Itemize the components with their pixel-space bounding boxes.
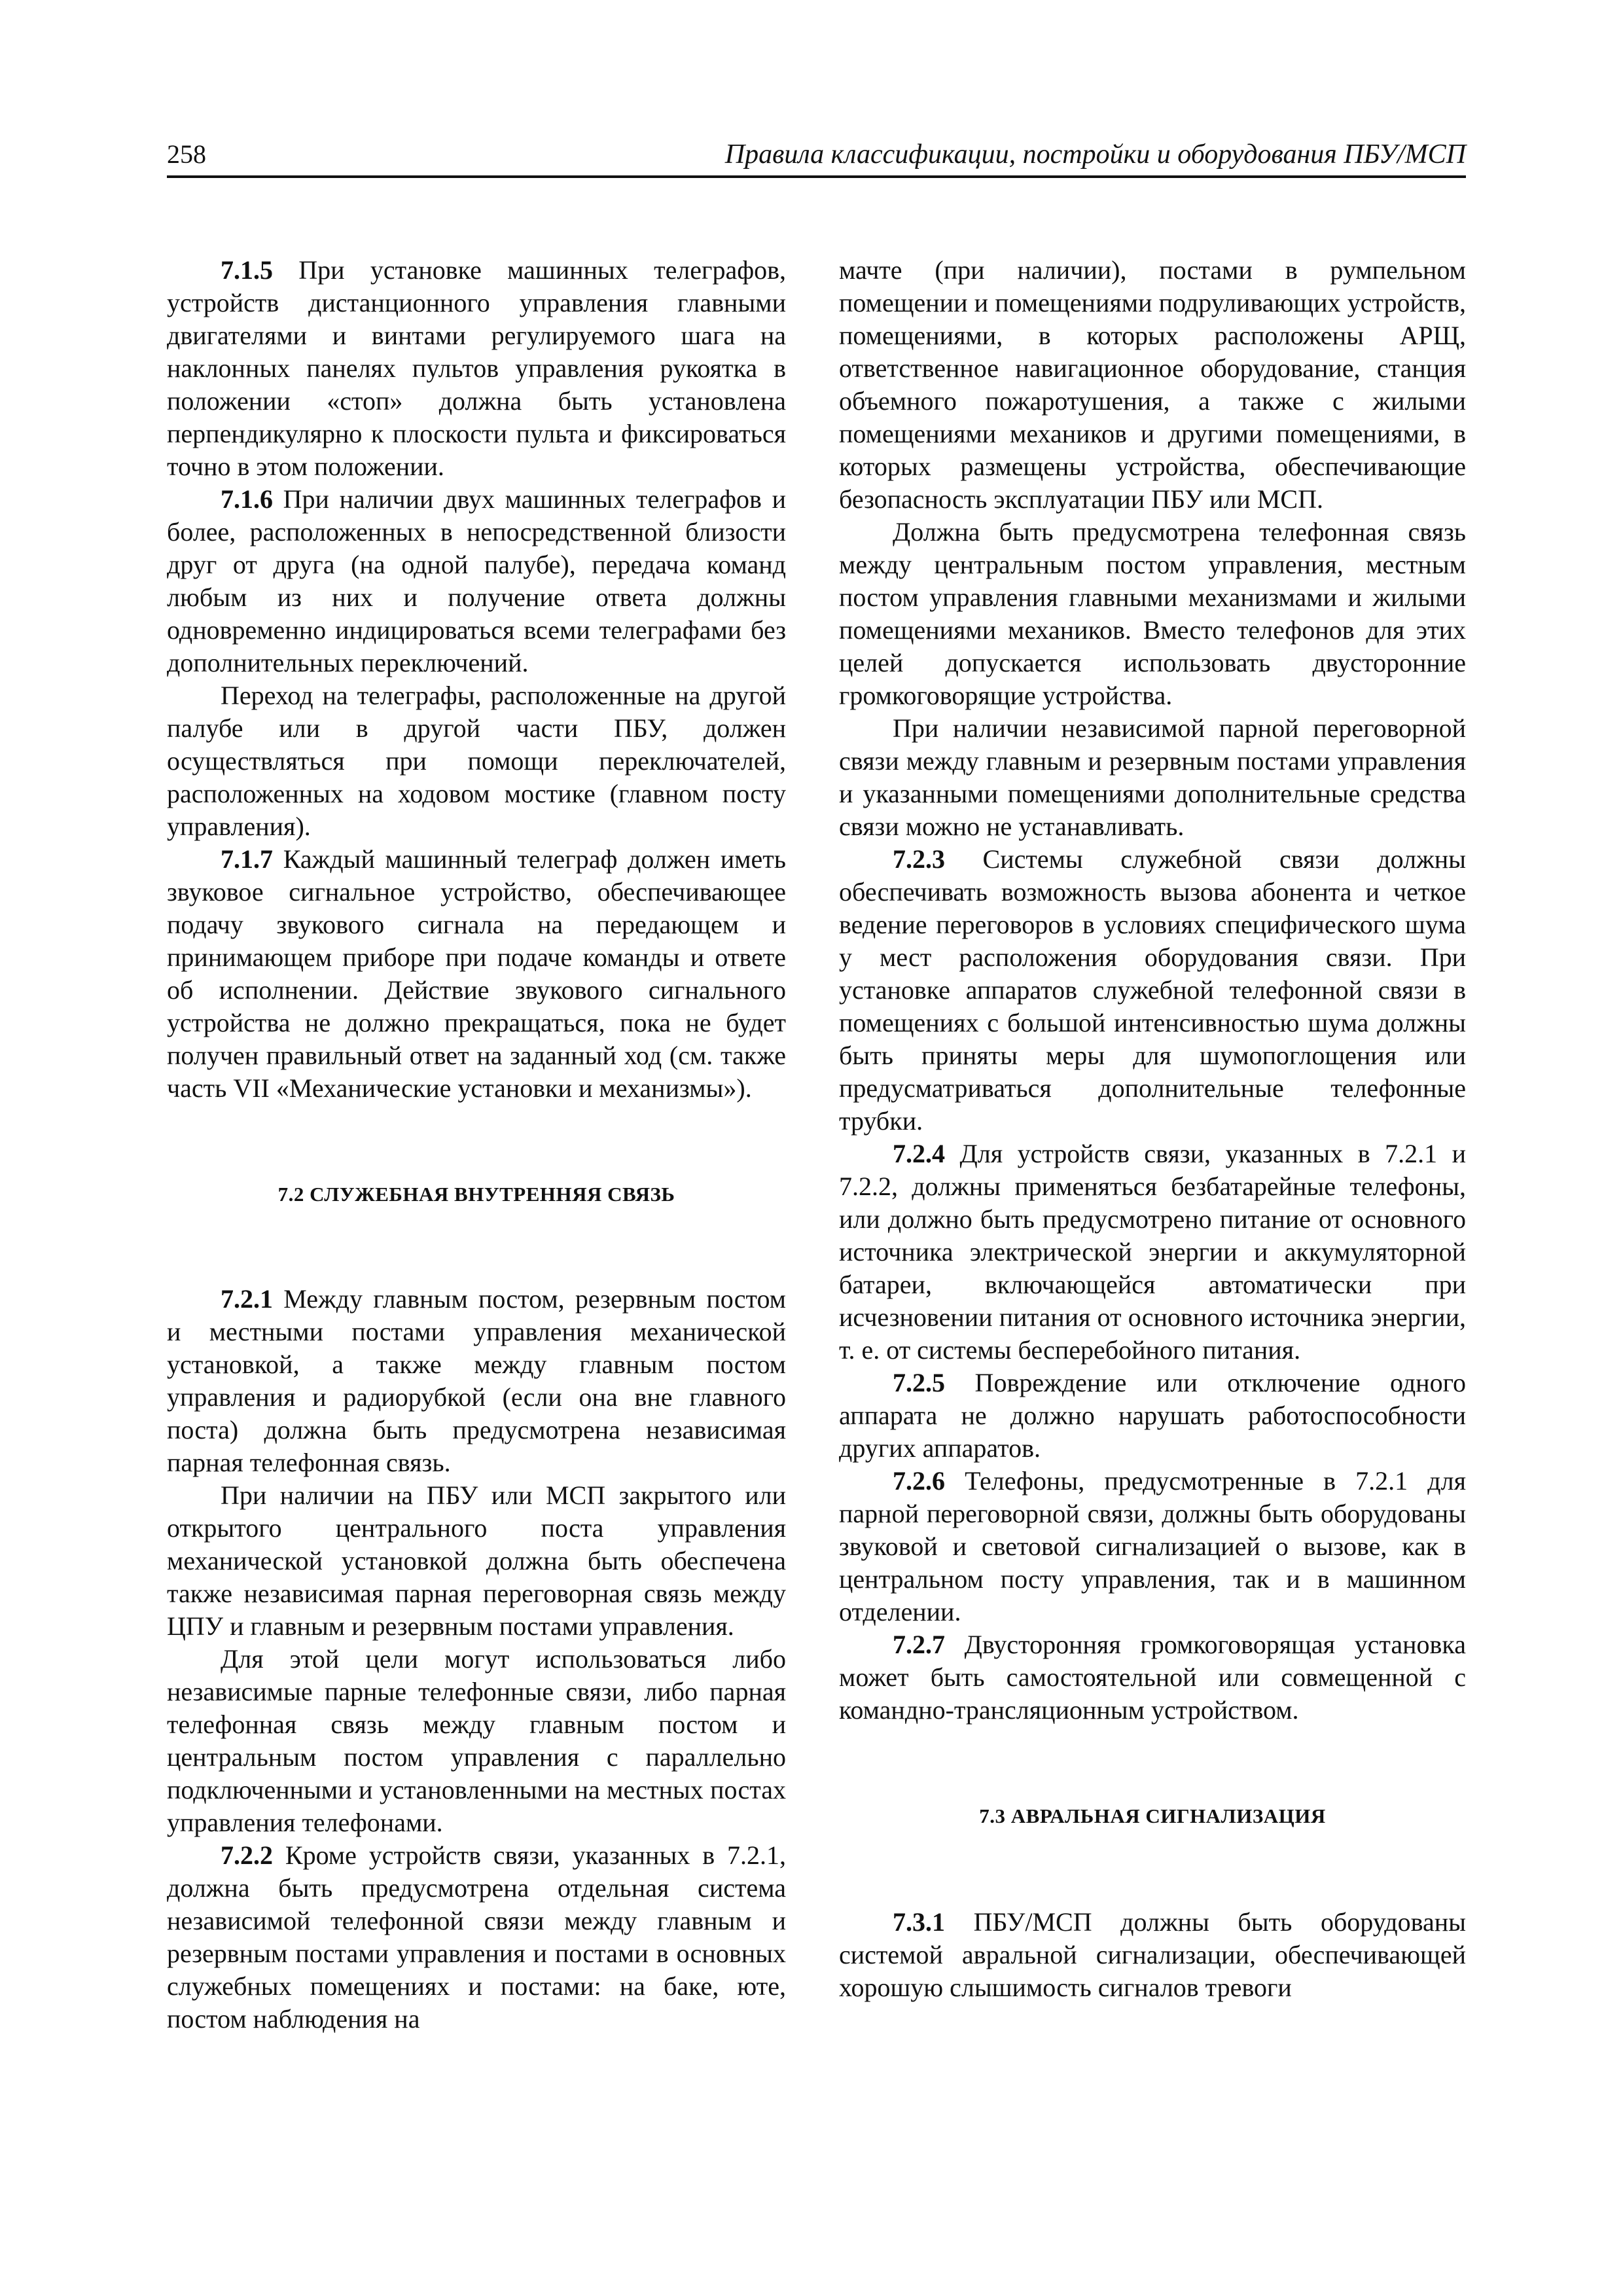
paragraph-7-1-6-b: Переход на телеграфы, расположенные на другой палубе или в другой части ПБУ, должен осуществляться при помощи переключателей, расположенных на ходовом мостике (главном посту управления). bbox=[167, 681, 786, 841]
running-header bbox=[167, 135, 1466, 178]
paragraph-text: ПБУ/МСП должны быть оборудованы системой авральной сигнализации, обеспечивающей хорошую слышимость сигналов тревоги bbox=[839, 1907, 1466, 2002]
paragraph-7-2-2-continued: мачте (при наличии), постами в румпельном помещении и помещениями подруливающих устройств, помещениями, в которых расположены АРЩ, ответственное навигационное оборудование, станция объемного пожаротушения, а также с жилыми помещениями механиков и другими помещениями, в которых размещены устройства, обеспечивающие безопасность эксплуатации ПБУ или МСП. bbox=[839, 255, 1466, 514]
paragraph-text: При установке машинных телеграфов, устройств дистанционного управления главными двигателями и винтами регулируемого шага на наклонных панелях пультов управления рукоятка в положении «стоп» должна быть установлена перпендикулярно к плоскости пульта и фиксироваться точно в этом положении. bbox=[167, 255, 786, 481]
clause-number: 7.3.1 bbox=[893, 1907, 945, 1937]
clause-number: 7.1.6 bbox=[221, 484, 273, 514]
clause-number: 7.2.2 bbox=[221, 1840, 273, 1870]
paragraph-7-2-3 bbox=[839, 843, 1466, 1138]
paragraph-7-2-2 bbox=[167, 1839, 786, 2036]
paragraph-text: Между главным постом, резервным постом и местными постами управления механической установкой, а также между главным постом управления и радиорубкой (если она вне главного поста) должна быть предусмотрена независимая парная телефонная связь. bbox=[167, 1284, 786, 1477]
paragraph-7-2-1 bbox=[167, 1283, 786, 1479]
clause-number: 7.1.5 bbox=[221, 255, 273, 285]
section-heading-7-2: 7.2 СЛУЖЕБНАЯ ВНУТРЕННЯЯ СВЯЗЬ bbox=[277, 1183, 675, 1206]
paragraph-7-2-2-c: При наличии независимой парной переговорной связи между главным и резервным постами управления и указанными помещениями дополнительные средства связи можно не устанавливать. bbox=[839, 713, 1466, 841]
paragraph-7-2-4 bbox=[839, 1138, 1466, 1367]
clause-number: 7.2.4 bbox=[893, 1139, 945, 1168]
paragraph-text: Системы служебной связи должны обеспечивать возможность вызова абонента и четкое ведение переговоров в условиях специфического шума у мест расположения оборудования связи. При установке аппаратов служебной телефонной связи в помещениях с большой интенсивностью шума должны быть приняты меры для шумопоглощения или предусматриваться дополнительные телефонные трубки. bbox=[839, 844, 1466, 1136]
clause-number: 7.2.1 bbox=[221, 1284, 273, 1314]
paragraph-7-2-1-c: Для этой цели могут использоваться либо независимые парные телефонные связи, либо парная телефонная связь между главным постом и центральным постом управления с параллельно подключенными и установленными на местных постах управления телефонами. bbox=[167, 1644, 786, 1837]
paragraph-7-2-5 bbox=[839, 1367, 1466, 1465]
clause-number: 7.2.5 bbox=[893, 1368, 945, 1397]
paragraph-7-3-1 bbox=[839, 1906, 1466, 2004]
paragraph-7-1-7 bbox=[167, 843, 786, 1105]
clause-number: 7.2.3 bbox=[893, 844, 945, 874]
paragraph-7-1-5 bbox=[167, 254, 786, 483]
paragraph-7-1-6 bbox=[167, 483, 786, 679]
paragraph-7-2-2-b: Должна быть предусмотрена телефонная связь между центральным постом управления, местным постом управления главными механизмами и жилыми помещениями механиков. Вместо телефонов для этих целей допускается использовать двусторонние громкоговорящие устройства. bbox=[839, 517, 1466, 710]
clause-number: 7.2.7 bbox=[893, 1630, 945, 1659]
paragraph-text: Кроме устройств связи, указанных в 7.2.1, должна быть предусмотрена отдельная система независимой телефонной связи между главным и резервным постами управления и постами в основных служебных помещениях и постами: на баке, юте, постом наблюдения на bbox=[167, 1840, 786, 2034]
paragraph-text: При наличии двух машинных телеграфов и более, расположенных в непосредственной близости друг от друга (на одной палубе), передача команд любым из них и получение ответа должны одновременно индицироваться всеми телеграфами без дополнительных переключений. bbox=[167, 484, 786, 677]
right-column bbox=[839, 254, 1466, 2004]
left-column bbox=[167, 254, 786, 2036]
clause-number: 7.2.6 bbox=[893, 1466, 945, 1496]
paragraph-text: Двусторонняя громкоговорящая установка может быть самостоятельной или совмещенной с командно-трансляционным устройством. bbox=[839, 1630, 1466, 1725]
paragraph-text: Каждый машинный телеграф должен иметь звуковое сигнальное устройство, обеспечивающее подачу звукового сигнала на передающем и принимающем приборе при подаче команды и ответе об исполнении. Действие звукового сигнального устройства не должно прекращаться, пока не будет получен правильный ответ на заданный ход (см. также часть VII «Механические установки и механизмы»). bbox=[167, 844, 786, 1103]
running-title: Правила классификации, постройки и оборудования ПБУ/МСП bbox=[724, 139, 1466, 170]
paragraph-text: Телефоны, предусмотренные в 7.2.1 для парной переговорной связи, должны быть оборудованы звуковой и световой сигнализацией о вызове, как в центральном посту управления, так и в машинном отделении. bbox=[839, 1466, 1466, 1626]
paragraph-7-2-6 bbox=[839, 1465, 1466, 1628]
paragraph-text: Для устройств связи, указанных в 7.2.1 и 7.2.2, должны применяться безбатарейные телефоны, или должно быть предусмотрено питание от основного источника электрической энергии и аккумуляторной батареи, включающейся автоматически при исчезновении питания от основного источника энергии, т. е. от системы бесперебойного питания. bbox=[839, 1139, 1466, 1365]
clause-number: 7.1.7 bbox=[221, 844, 273, 874]
paragraph-7-2-7 bbox=[839, 1628, 1466, 1727]
section-heading-7-3: 7.3 АВРАЛЬНАЯ СИГНАЛИЗАЦИЯ bbox=[979, 1804, 1326, 1827]
page-number: 258 bbox=[167, 139, 206, 169]
paragraph-text: Повреждение или отключение одного аппарата не должно нарушать работоспособности других аппаратов. bbox=[839, 1368, 1466, 1463]
paragraph-7-2-1-b: При наличии на ПБУ или МСП закрытого или открытого центрального поста управления механической установкой должна быть обеспечена также независимая парная переговорная связь между ЦПУ и главным и резервным постами управления. bbox=[167, 1480, 786, 1641]
